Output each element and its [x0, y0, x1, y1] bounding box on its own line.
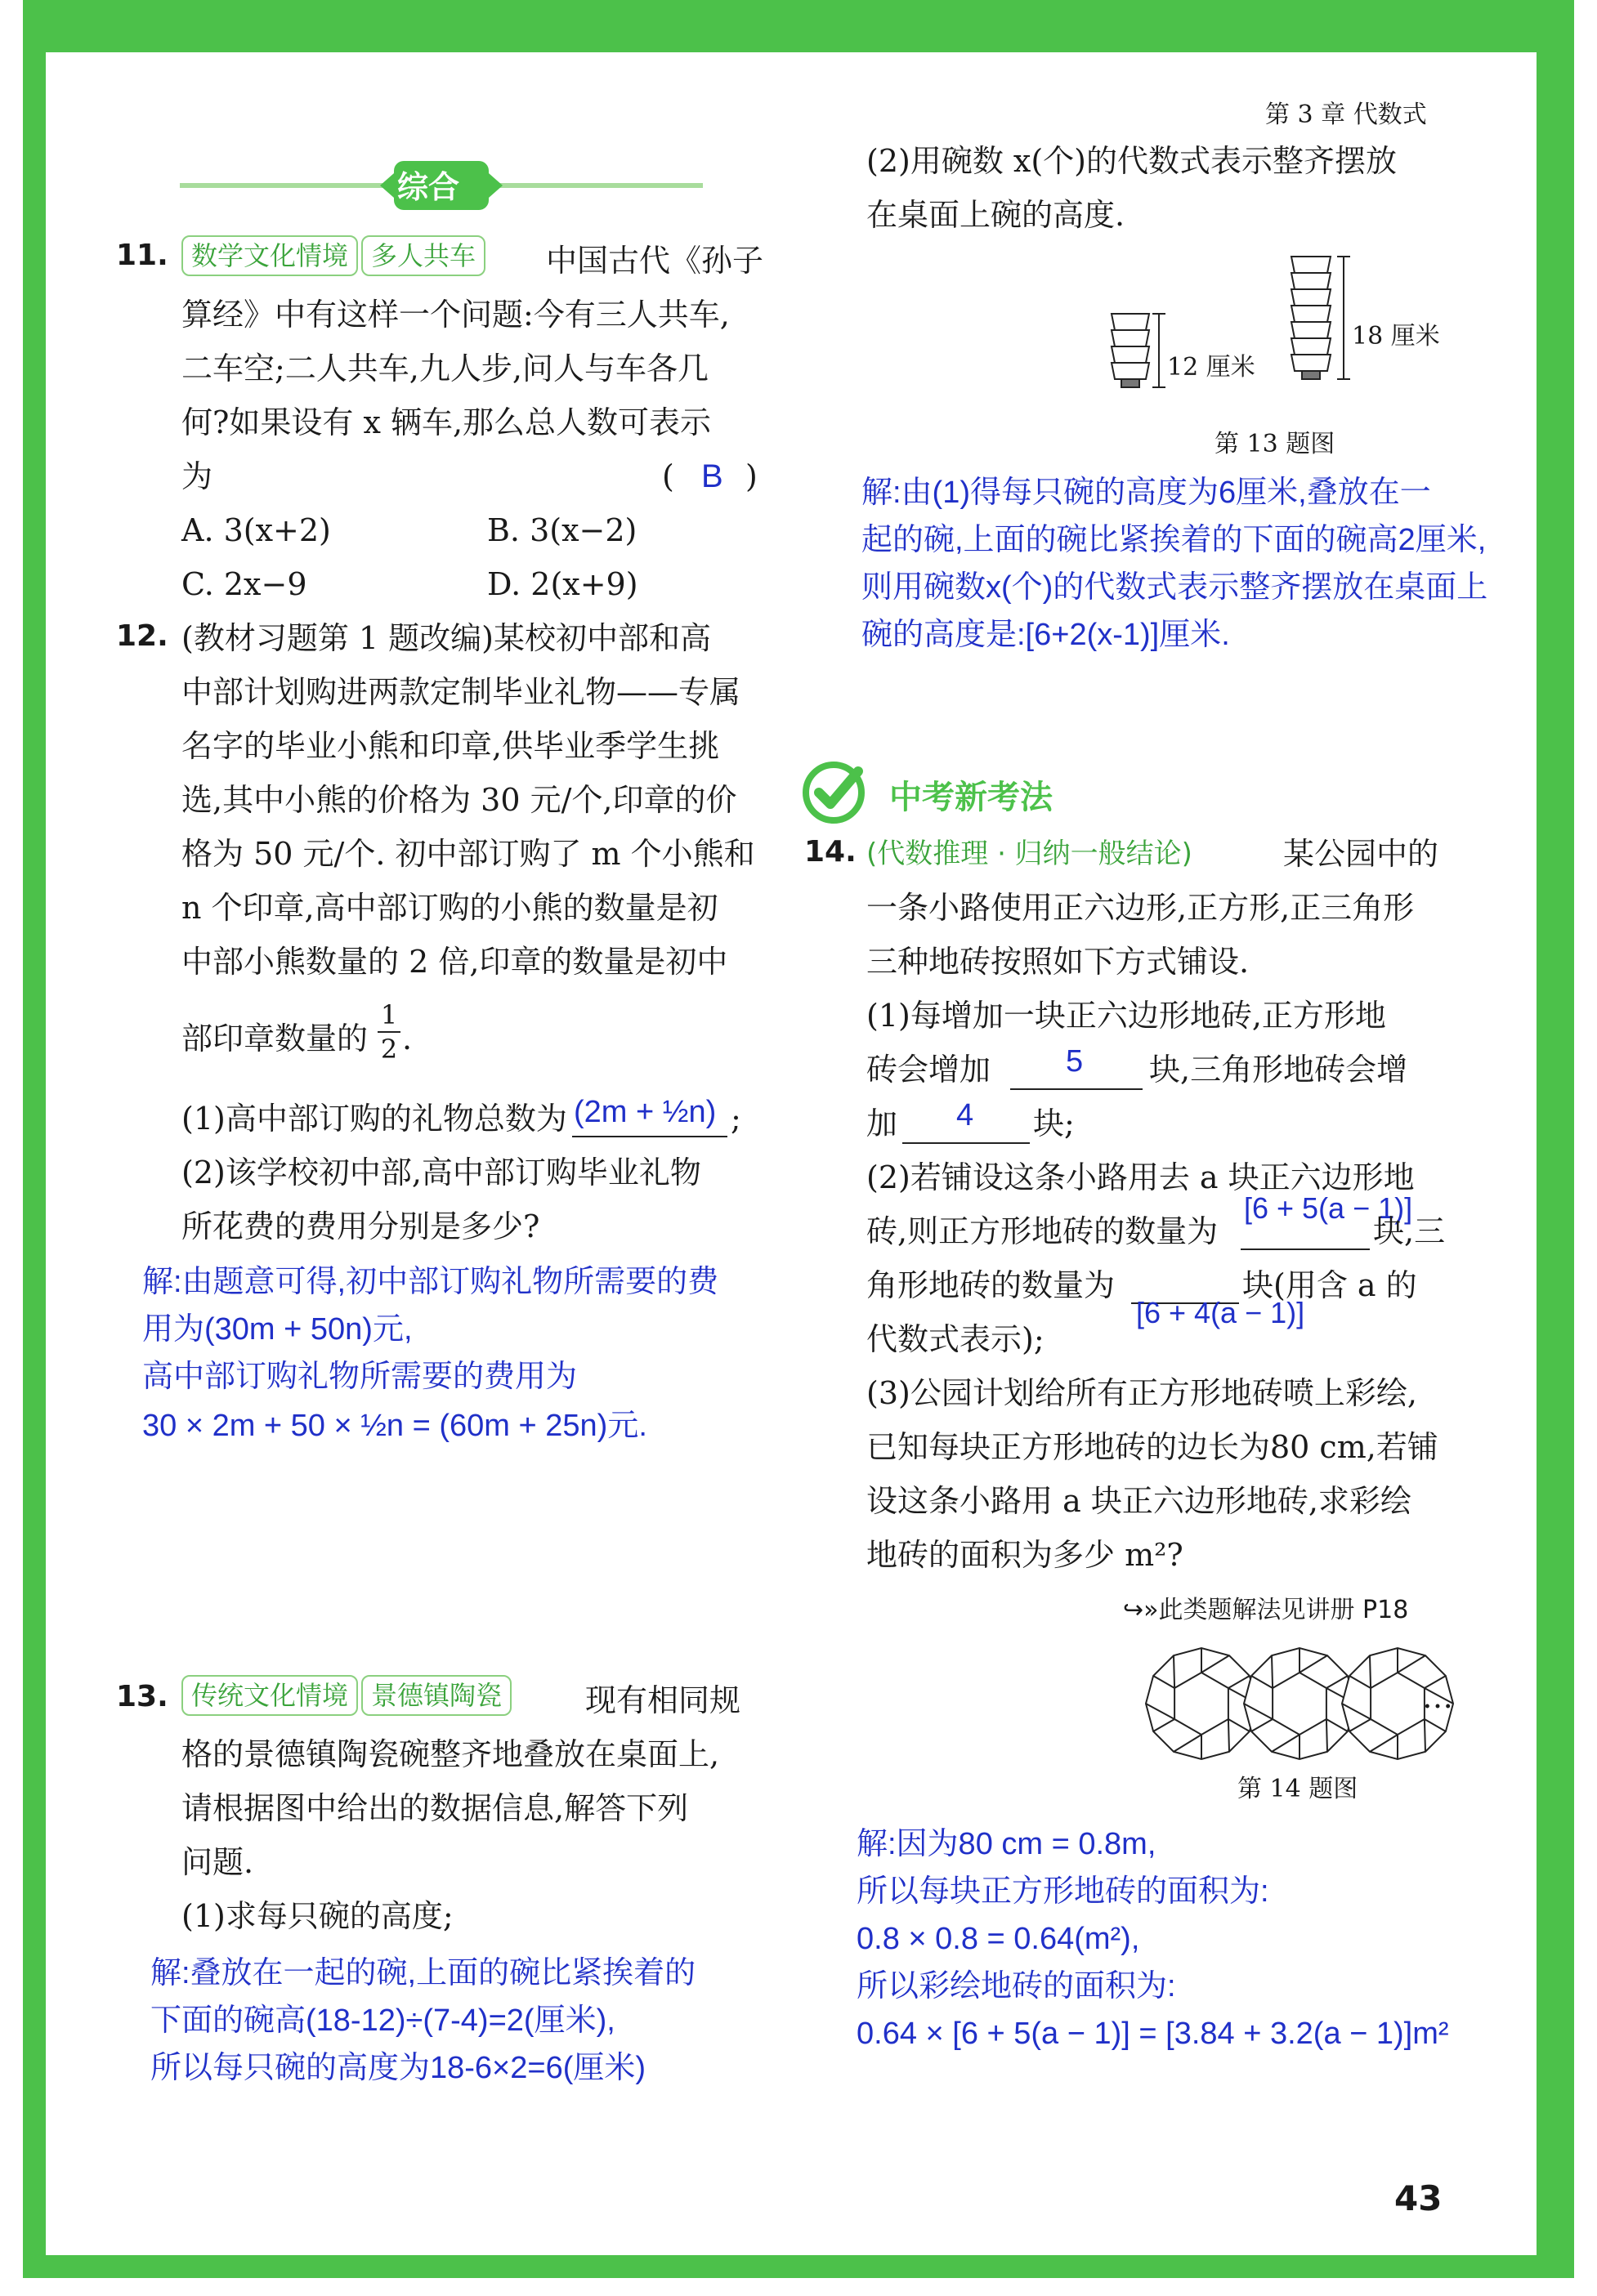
q14-p1c-suffix: 块;	[1033, 1106, 1075, 1141]
q14-p1-prefix: 砖会增加	[866, 1052, 991, 1088]
q12-sub2-line: 所花费的费用分别是多少?	[181, 1208, 540, 1244]
frame-right	[1537, 0, 1574, 2278]
q11-option-b: B. 3(x−2)	[487, 512, 637, 548]
q13-tag-context: 传统文化情境	[181, 1675, 358, 1716]
q13-solution2-line: 碗的高度是:[6+2(x-1)]厘米.	[861, 618, 1230, 652]
q11-line: 二车空;二人共车,九人步,问人与车各几	[181, 351, 709, 386]
q11-tags	[181, 235, 485, 276]
q14-p3-line: (3)公园计划给所有正方形地砖喷上彩绘,	[866, 1375, 1417, 1411]
q12-line: 中部计划购进两款定制毕业礼物——专属	[181, 674, 741, 710]
question-number-11: 11.	[116, 239, 168, 272]
question-number-14: 14.	[804, 835, 857, 869]
q14-p3-line: 设这条小路用 a 块正六边形地砖,求彩绘	[866, 1483, 1411, 1519]
q13-line: 问题.	[181, 1844, 254, 1880]
q14-p2-line: (2)若铺设这条小路用去 a 块正六边形地	[866, 1159, 1415, 1195]
q14-solution-line: 0.8 × 0.8 = 0.64(m²),	[857, 1922, 1140, 1956]
frame-left	[23, 0, 46, 2278]
q12-solution-line: 用为(30m + 50n)元,	[142, 1312, 413, 1347]
q13-solution1-line: 下面的碗高(18-12)÷(7-4)=2(厘米),	[150, 2003, 615, 2038]
q12-line: n 个印章,高中部订购的小熊的数量是初	[181, 890, 718, 926]
q12-line: 选,其中小熊的价格为 30 元/个,印章的价	[181, 782, 737, 818]
q12-sub2-line: (2)该学校初中部,高中部订购毕业礼物	[181, 1155, 701, 1190]
q14-reference: ↪»此类题解法见讲册 P18	[1123, 1596, 1409, 1624]
q14-answer-squares: 5	[1066, 1044, 1084, 1079]
q13-line: 格的景德镇陶瓷碗整齐地叠放在桌面上,	[181, 1736, 720, 1772]
q11-tag-topic: 多人共车	[361, 235, 485, 276]
q14-answer-triangle-count: [6 + 4(a − 1)]	[1136, 1296, 1305, 1329]
q13-solution1-line: 所以每只碗的高度为18-6×2=6(厘米)	[150, 2051, 646, 2085]
q14-p3-line: 已知每块正方形地砖的边长为80 cm,若铺	[866, 1429, 1438, 1465]
chapter-header: 第 3 章 代数式	[1265, 101, 1427, 129]
section-title-zonghe: 综合	[397, 169, 460, 205]
q13-solution1-line: 解:叠放在一起的碗,上面的碗比紧挨着的	[150, 1956, 696, 1990]
q12-last-line-prefix: 部印章数量的	[181, 1021, 369, 1056]
q11-line: 中国古代《孙子	[546, 243, 764, 279]
q13-sub1: (1)求每只碗的高度;	[181, 1898, 454, 1934]
q12-line: 中部小熊数量的 2 倍,印章的数量是初中	[181, 944, 728, 980]
q14-line: 三种地砖按照如下方式铺设.	[866, 944, 1250, 980]
q14-p2b-suffix: 块,三	[1373, 1213, 1446, 1249]
q12-line: (教材习题第 1 题改编)某校初中部和高	[181, 620, 711, 656]
tile-edge	[1228, 1719, 1229, 1752]
q12-sub1-end: ;	[731, 1101, 741, 1137]
q12-fraction-numerator: 1	[378, 998, 400, 1033]
q14-p1c-prefix: 加	[866, 1106, 898, 1141]
q11-paren-close: )	[745, 458, 758, 494]
fig13-caption: 第 13 题图	[1215, 430, 1335, 458]
q14-p2c-prefix: 角形地砖的数量为	[866, 1267, 1116, 1303]
q11-tag-context: 数学文化情境	[181, 235, 358, 276]
q12-line: 名字的毕业小熊和印章,供毕业季学生挑	[181, 728, 720, 764]
fig14-caption: 第 14 题图	[1237, 1775, 1358, 1803]
q14-solution-line: 0.64 × [6 + 5(a − 1)] = [3.84 + 3.2(a − 1)]m²	[857, 2017, 1449, 2051]
q14-tag: (代数推理 · 归纳一般结论)	[866, 838, 1192, 870]
q14-p3-line: 地砖的面积为多少 m²?	[866, 1537, 1183, 1573]
q14-p2b-prefix: 砖,则正方形地砖的数量为	[866, 1213, 1219, 1249]
q11-line: 算经》中有这样一个问题:今有三人共车,	[181, 297, 730, 333]
q14-answer-triangles: 4	[956, 1098, 974, 1132]
q14-p2c-suffix: 块(用含 a 的	[1242, 1267, 1417, 1303]
q12-line: 格为 50 元/个. 初中部订购了 m 个小熊和	[181, 836, 755, 872]
frame-top	[23, 0, 1574, 52]
q13-solution2-line: 解:由(1)得每只碗的高度为6厘米,叠放在一	[861, 476, 1431, 510]
page-number: 43	[1394, 2178, 1443, 2218]
q11-option-a: A. 3(x+2)	[181, 512, 331, 548]
q14-line: 某公园中的	[1283, 836, 1439, 872]
q14-p1-suffix: 块,三角形地砖会增	[1149, 1052, 1408, 1088]
q12-solution-line: 30 × 2m + 50 × ½n = (60m + 25n)元.	[142, 1409, 647, 1443]
check-icon	[801, 760, 875, 825]
bowl-height-small: 12 厘米	[1167, 353, 1255, 382]
q12-sub1-answer: (2m + ½n)	[574, 1095, 717, 1129]
q11-answer: B	[701, 458, 723, 494]
q14-p1-line: (1)每增加一块正六边形地砖,正方形地	[866, 998, 1386, 1034]
q12-fraction	[378, 998, 400, 1065]
q13-solution2-line: 起的碗,上面的碗比紧挨着的下面的碗高2厘米,	[861, 523, 1487, 557]
q11-option-d: D. 2(x+9)	[487, 566, 638, 602]
q13-line: 现有相同规	[585, 1682, 741, 1718]
q13-sub2-line: 在桌面上碗的高度.	[866, 197, 1125, 233]
q11-line: 何?如果设有 x 辆车,那么总人数可表示	[181, 404, 712, 440]
q12-sub1: (1)高中部订购的礼物总数为	[181, 1101, 567, 1137]
q12-last-line-suffix: .	[402, 1021, 413, 1056]
question-number-13: 13.	[116, 1680, 168, 1713]
q13-tag-topic: 景德镇陶瓷	[361, 1675, 512, 1716]
q13-solution2-line: 则用碗数x(个)的代数式表示整齐摆放在桌面上	[861, 570, 1488, 605]
q14-p2d: 代数式表示);	[866, 1321, 1045, 1357]
q12-solution-line: 解:由题意可得,初中部订购礼物所需要的费	[142, 1265, 719, 1299]
q11-paren-open: (	[662, 458, 674, 494]
q14-line: 一条小路使用正六边形,正方形,正三角形	[866, 890, 1415, 926]
q14-ellipsis: …	[1422, 1679, 1453, 1715]
q14-solution-line: 解:因为80 cm = 0.8m,	[857, 1827, 1156, 1861]
q14-solution-line: 所以每块正方形地砖的面积为:	[857, 1874, 1269, 1909]
q11-line: 为	[181, 458, 213, 494]
q13-line: 请根据图中给出的数据信息,解答下列	[181, 1790, 689, 1826]
q11-option-c: C. 2x−9	[181, 566, 307, 602]
q13-sub2-line: (2)用碗数 x(个)的代数式表示整齐摆放	[866, 143, 1397, 179]
tile-edge	[1272, 1655, 1273, 1688]
q12-solution-line: 高中部订购礼物所需要的费用为	[142, 1360, 578, 1394]
q13-tags	[181, 1675, 512, 1716]
q12-fraction-denominator: 2	[380, 1034, 398, 1065]
question-number-12: 12.	[116, 619, 168, 653]
bowl-height-big: 18 厘米	[1352, 322, 1440, 351]
tile-edge	[1370, 1655, 1371, 1688]
section-title-zhongkao: 中考新考法	[889, 779, 1053, 816]
frame-bottom	[23, 2255, 1574, 2278]
tile-edge	[1326, 1719, 1327, 1752]
q14-answer-square-count: [6 + 5(a − 1)]	[1244, 1191, 1413, 1225]
q14-solution-line: 所以彩绘地砖的面积为:	[857, 1969, 1176, 2003]
